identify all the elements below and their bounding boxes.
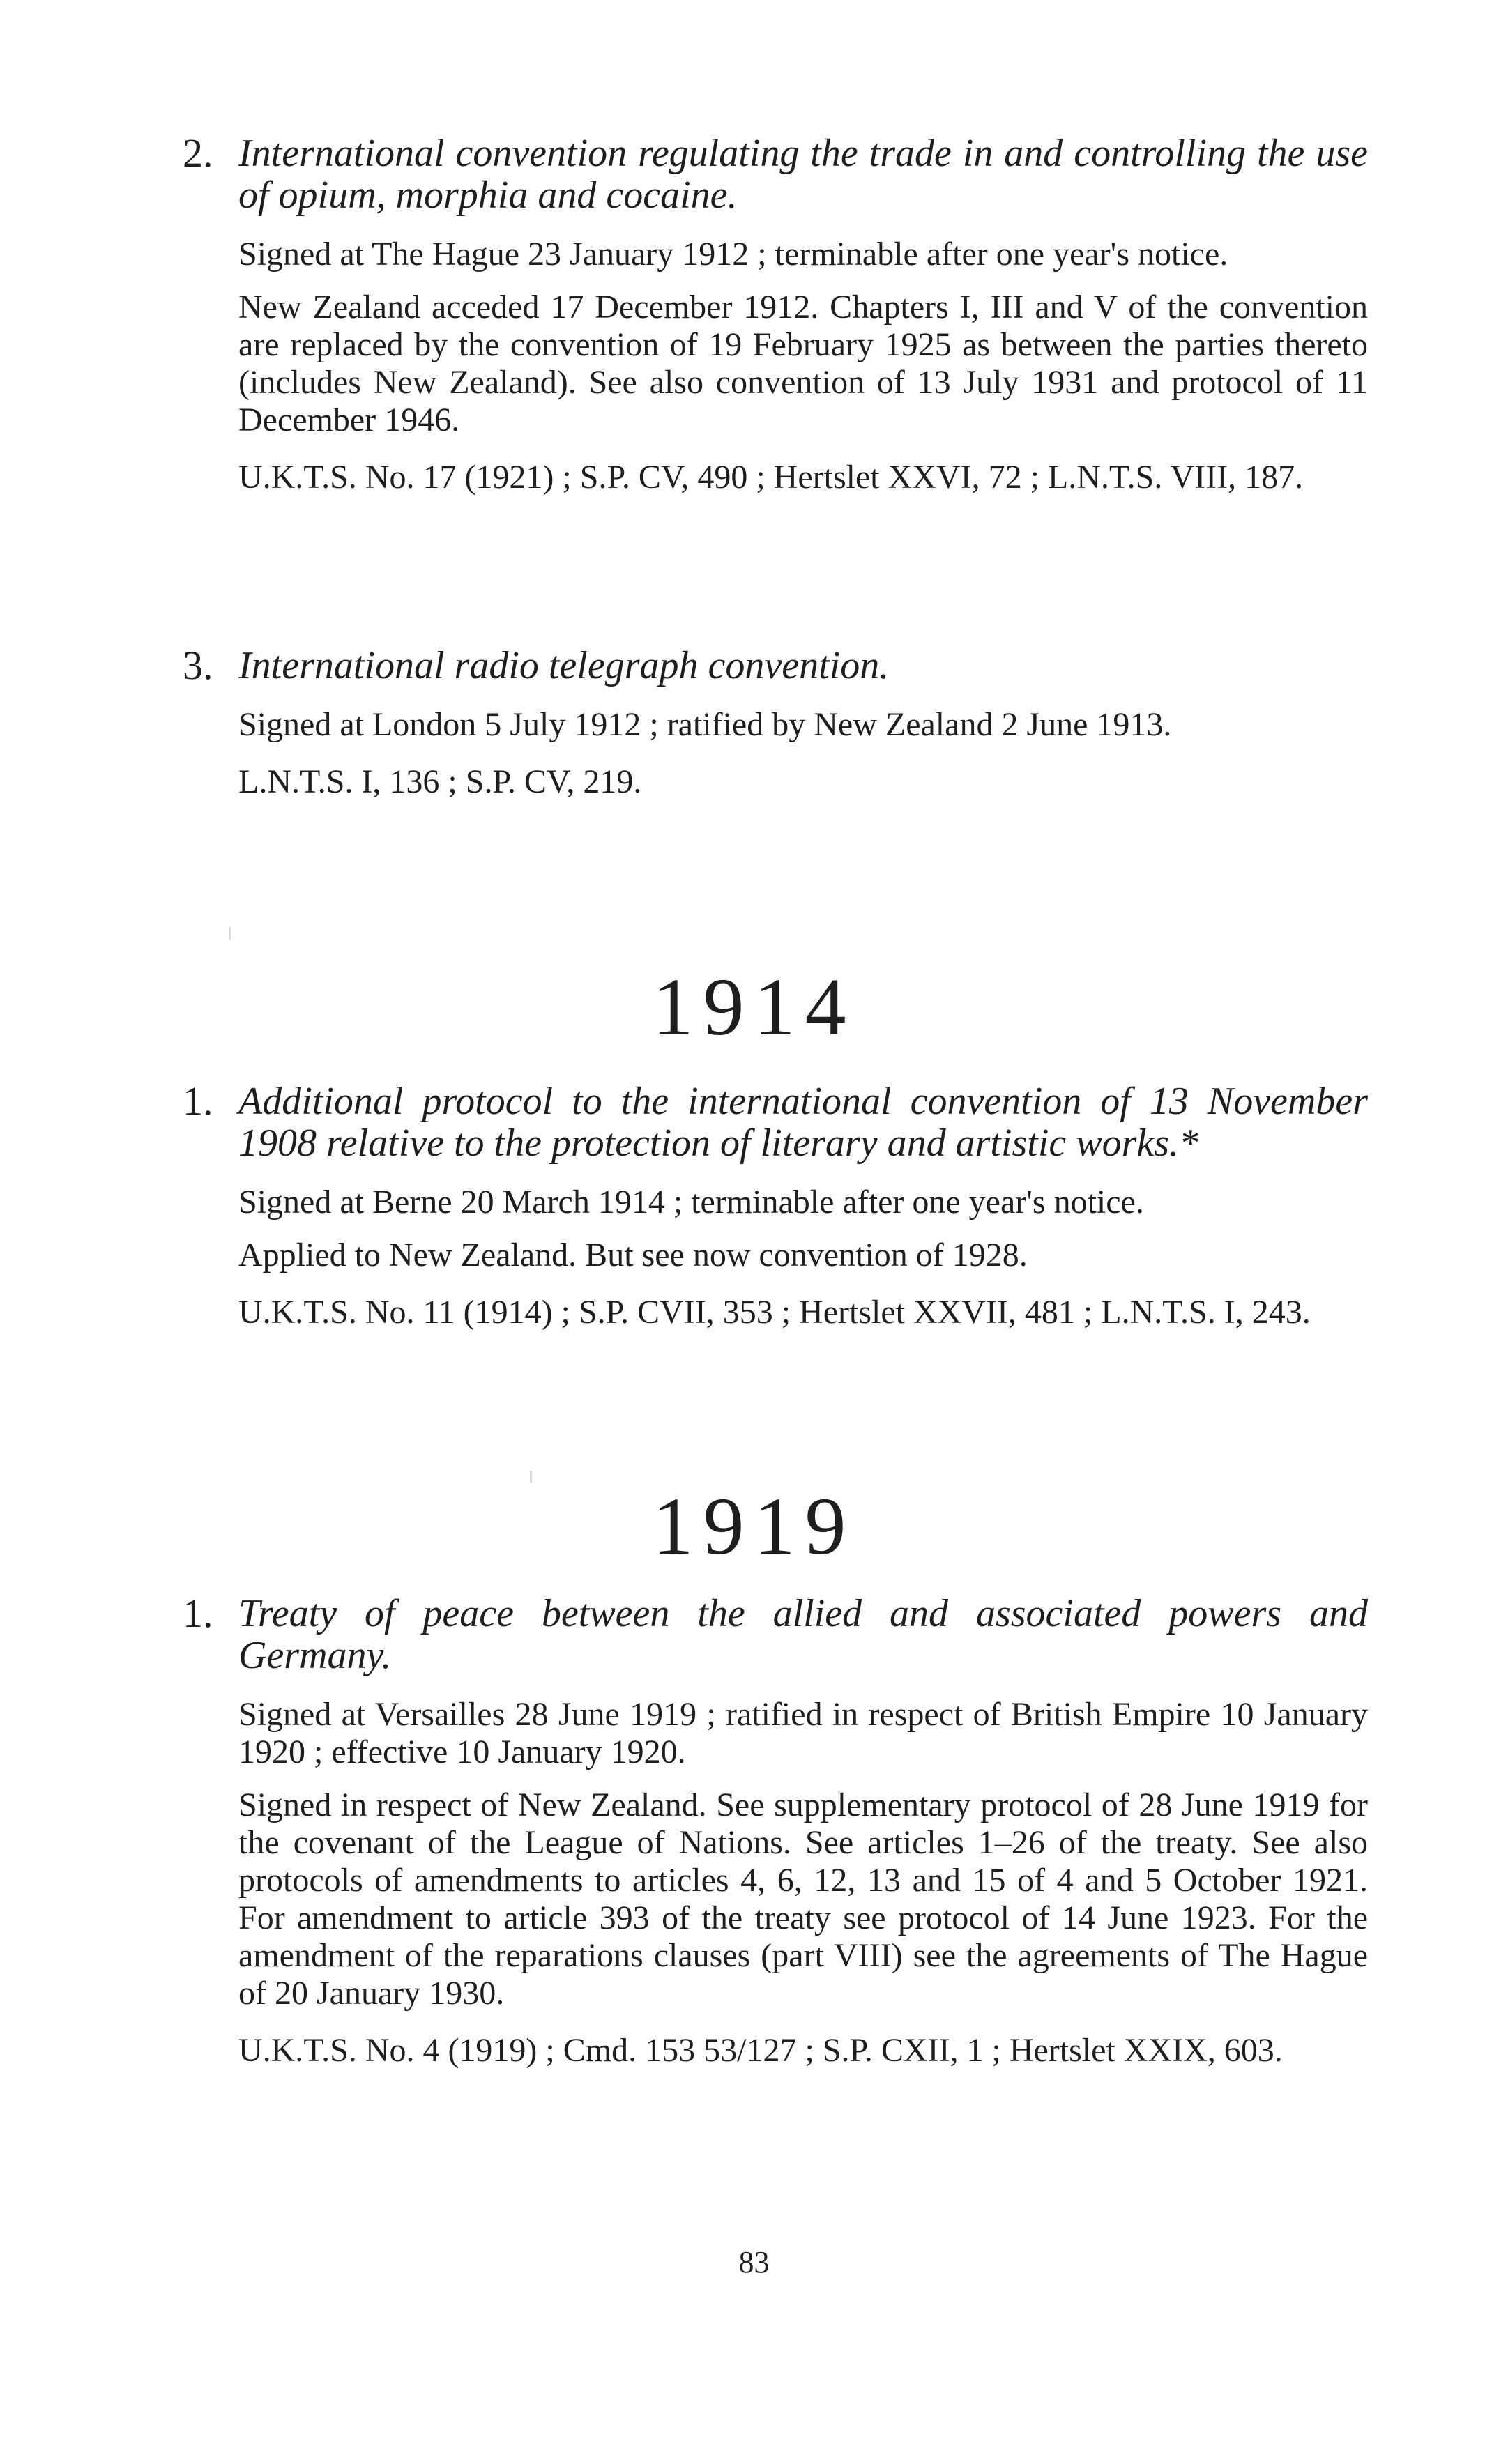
entry-title-text: Additional protocol to the international convention of 13 November 1908 relative to the protection of literary and artistic works.* xyxy=(238,1080,1368,1165)
entry-paragraph: Signed at Versailles 28 June 1919 ; ratified in respect of British Empire 10 January 1920 ; effective 10 January 1920. xyxy=(238,1696,1368,1770)
entry-title-text: International radio telegraph convention. xyxy=(238,644,890,687)
entry-number: 2. xyxy=(183,130,213,176)
entry-paragraph: Signed in respect of New Zealand. See supplementary protocol of 28 June 1919 for the covenant of the League of Nations. See articles 1–26 of the treaty. See also protocols of amendments to articles 4, 6, 12, 13 and 15 of 4 and 5 October 1921. For amendment to article 393 of the treaty see protocol of 14 June 1923. For the amendment of the reparations clauses (part VIII) see the agreements of The Hague of 20 January 1930. xyxy=(238,1786,1368,2012)
entry-number: 1. xyxy=(183,1078,213,1124)
entry-title xyxy=(183,132,1368,216)
entry-berne-protocol xyxy=(183,1080,1368,1331)
entry-title-text: International convention regulating the trade in and controlling the use of opium, morphia and cocaine. xyxy=(238,132,1368,217)
entry-paragraph: Applied to New Zealand. But see now convention of 1928. xyxy=(238,1237,1028,1273)
entry-title xyxy=(183,1593,1368,1676)
entry-paragraph: New Zealand acceded 17 December 1912. Chapters I, III and V of the convention are replaced by the convention of 19 February 1925 as between the parties thereto (includes New Zealand). See also convention of 13 July 1931 and protocol of 11 December 1946. xyxy=(238,289,1368,438)
entry-citation: U.K.T.S. No. 17 (1921) ; S.P. CV, 490 ; Hertslet XXVI, 72 ; L.N.T.S. VIII, 187. xyxy=(238,459,1304,496)
entry-citation: U.K.T.S. No. 11 (1914) ; S.P. CVII, 353 ; Hertslet XXVII, 481 ; L.N.T.S. I, 243. xyxy=(238,1294,1311,1331)
year-heading-1914: 1914 xyxy=(652,961,856,1053)
scan-mark xyxy=(229,927,231,940)
entry-number: 1. xyxy=(183,1591,213,1636)
entry-paragraph: Signed at The Hague 23 January 1912 ; terminable after one year's notice. xyxy=(238,236,1228,273)
entry-radio-telegraph-convention xyxy=(183,645,1368,801)
entry-title xyxy=(183,645,1368,687)
entry-opium-convention xyxy=(183,132,1368,496)
entry-treaty-of-versailles xyxy=(183,1593,1368,2069)
entry-title xyxy=(183,1080,1368,1164)
year-heading-1919: 1919 xyxy=(652,1480,856,1572)
entry-title-text: Treaty of peace between the allied and associated powers and Germany. xyxy=(238,1592,1368,1677)
entry-citation: L.N.T.S. I, 136 ; S.P. CV, 219. xyxy=(238,763,642,800)
entry-paragraph: Signed at London 5 July 1912 ; ratified by New Zealand 2 June 1913. xyxy=(238,706,1172,743)
entry-number: 3. xyxy=(183,643,213,688)
entry-citation: U.K.T.S. No. 4 (1919) ; Cmd. 153 53/127 ; S.P. CXII, 1 ; Hertslet XXIX, 603. xyxy=(238,2032,1283,2069)
entry-paragraph: Signed at Berne 20 March 1914 ; terminable after one year's notice. xyxy=(238,1184,1144,1220)
page-number: 83 xyxy=(738,2245,770,2279)
